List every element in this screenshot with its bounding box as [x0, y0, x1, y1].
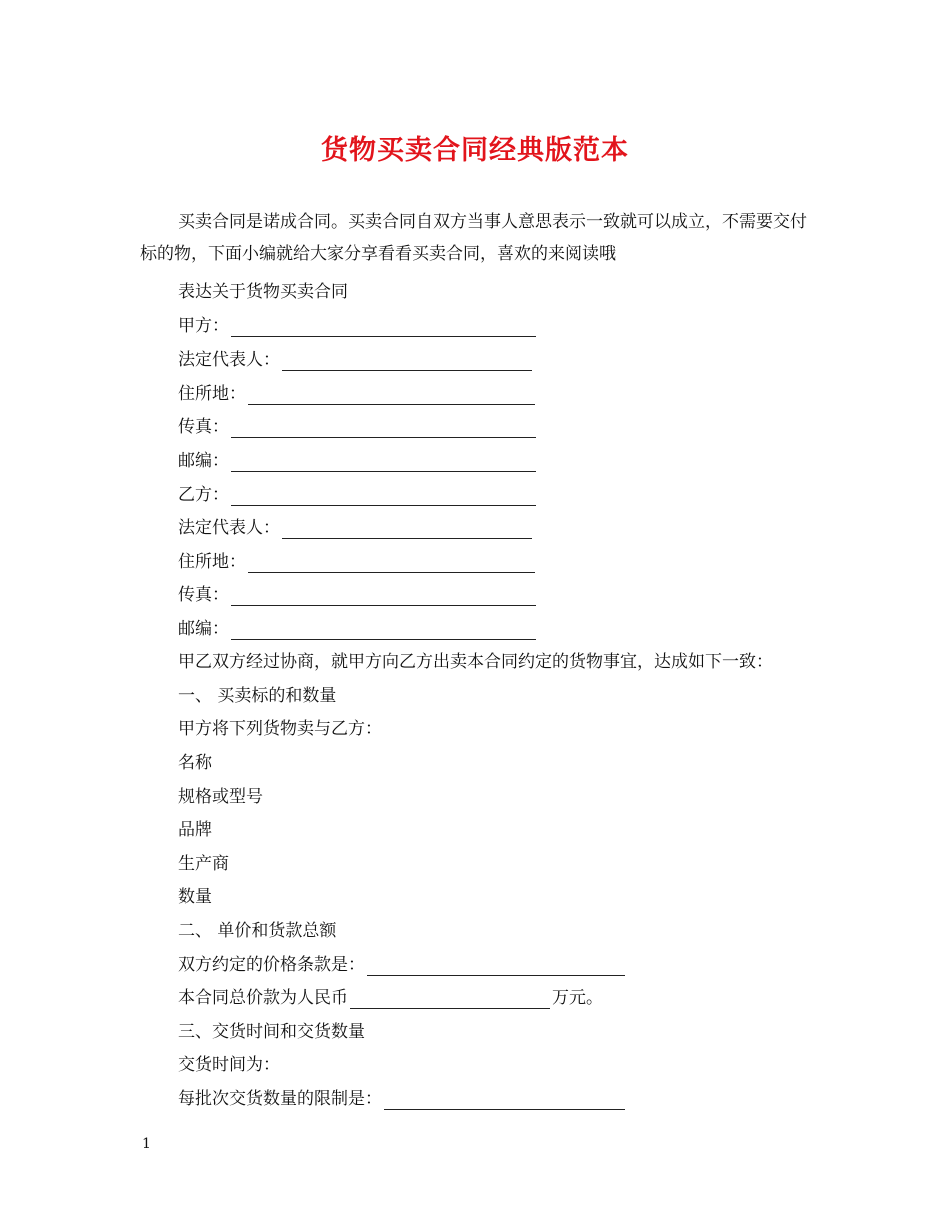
section2-heading: 二、 单价和货款总额: [178, 921, 337, 941]
total-price-blank: [350, 990, 550, 1009]
goods-item: 生产商: [178, 854, 229, 874]
goods-item: 规格或型号: [178, 787, 263, 807]
party-b-rep-label: 法定代表人：: [178, 518, 280, 538]
section1-heading: 一、 买卖标的和数量: [178, 686, 337, 706]
party-b-fax-blank: [231, 587, 536, 606]
total-price-prefix: 本合同总价款为人民币: [178, 988, 348, 1008]
delivery-time-label: 交货时间为：: [178, 1055, 280, 1075]
goods-item: 数量: [178, 887, 212, 907]
party-b-zip-label: 邮编：: [178, 619, 229, 639]
party-b-zip-field: [178, 618, 536, 640]
party-a-address-field: [178, 383, 535, 405]
party-a-rep-label: 法定代表人：: [178, 350, 280, 370]
goods-item: 品牌: [178, 820, 212, 840]
intro-paragraph: 买卖合同是诺成合同。买卖合同自双方当事人意思表示一致就可以成立，不需要交付标的物，下面小编就给大家分享看看买卖合同，喜欢的来阅读哦: [140, 212, 807, 264]
delivery-qty-label: 每批次交货数量的限制是：: [178, 1089, 382, 1109]
party-a-address-label: 住所地：: [178, 384, 246, 404]
party-b-address-field: [178, 551, 535, 573]
price-terms-label: 双方约定的价格条款是：: [178, 955, 365, 975]
section1-text: 甲方将下列货物卖与乙方：: [178, 719, 382, 739]
party-a-name-field: [178, 315, 536, 337]
party-b-name-field: [178, 484, 536, 506]
party-a-address-blank: [248, 386, 535, 405]
party-a-name-label: 甲方：: [178, 316, 229, 336]
subtitle: 表达关于货物买卖合同: [178, 282, 348, 302]
party-b-rep-blank: [282, 520, 532, 539]
delivery-qty-blank: [384, 1091, 625, 1110]
goods-item: 名称: [178, 753, 212, 773]
party-a-zip-blank: [231, 453, 536, 472]
party-a-fax-field: [178, 416, 536, 438]
party-b-rep-field: [178, 517, 532, 539]
agreement-text: 甲乙双方经过协商，就甲方向乙方出卖本合同约定的货物事宜，达成如下一致：: [178, 652, 773, 672]
party-a-rep-blank: [282, 352, 532, 371]
party-a-zip-field: [178, 450, 536, 472]
party-a-name-blank: [231, 318, 536, 337]
total-price-suffix: 万元。: [552, 988, 603, 1008]
party-b-zip-blank: [231, 621, 536, 640]
party-b-fax-label: 传真：: [178, 585, 229, 605]
party-b-address-blank: [248, 554, 535, 573]
party-b-address-label: 住所地：: [178, 552, 246, 572]
section3-heading: 三、交货时间和交货数量: [178, 1022, 365, 1042]
total-price-field: [178, 987, 603, 1009]
party-a-fax-label: 传真：: [178, 417, 229, 437]
party-a-rep-field: [178, 349, 532, 371]
party-b-name-label: 乙方：: [178, 485, 229, 505]
party-a-fax-blank: [231, 419, 536, 438]
party-b-fax-field: [178, 584, 536, 606]
price-terms-field: [178, 954, 625, 976]
party-a-zip-label: 邮编：: [178, 451, 229, 471]
delivery-qty-field: [178, 1088, 625, 1110]
party-b-name-blank: [231, 487, 536, 506]
page-number: 1: [142, 1136, 151, 1152]
document-title: 货物买卖合同经典版范本: [321, 135, 629, 166]
price-terms-blank: [367, 957, 625, 976]
